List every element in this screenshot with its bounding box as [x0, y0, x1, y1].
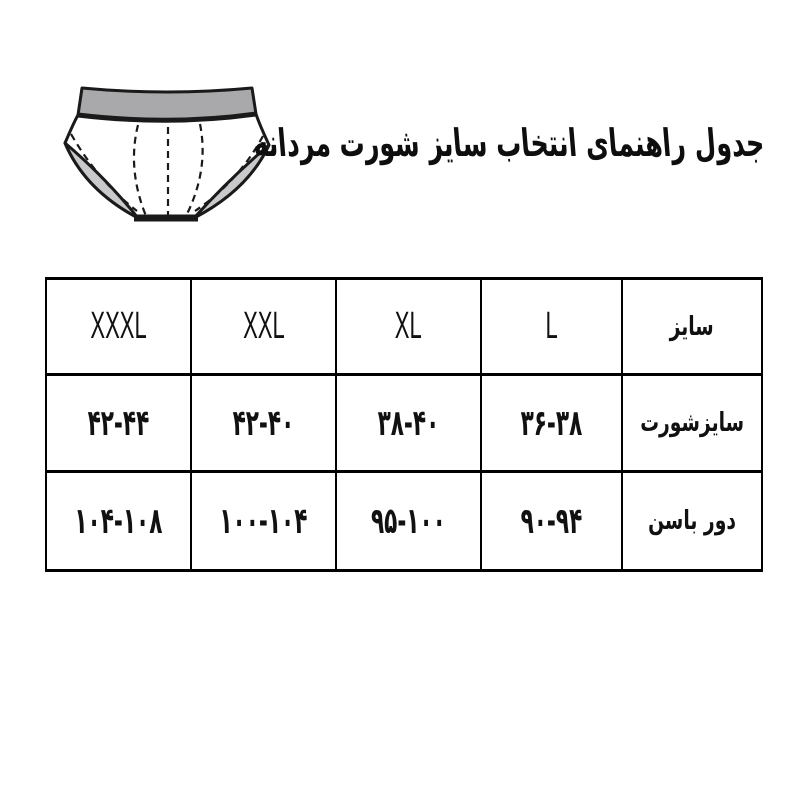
brief-size-row-label: [623, 376, 761, 473]
size-col-label: XL: [395, 305, 422, 347]
size-col-header-xl: [337, 280, 482, 376]
size-col-label: XXL: [242, 305, 285, 347]
hip-size-value: ۹۰-۹۴: [520, 500, 583, 542]
size-header-label: [623, 280, 761, 376]
brief-size-xl: [337, 376, 482, 473]
size-header-text: سایز: [669, 311, 715, 342]
hip-size-xxxl: [47, 473, 192, 569]
size-table: [45, 277, 763, 572]
brief-size-xxl: [192, 376, 337, 473]
brief-size-value: ۳۸-۴۰: [377, 402, 440, 444]
brief-size-value: ۳۶-۳۸: [520, 402, 583, 444]
size-col-header-xxxl: [47, 280, 192, 376]
brief-size-value: ۴۲-۴۴: [87, 402, 150, 444]
hip-size-xl: [337, 473, 482, 569]
hip-size-value: ۱۰۴-۱۰۸: [74, 500, 163, 542]
hip-size-row-label: [623, 473, 761, 569]
size-col-header-xxl: [192, 280, 337, 376]
size-col-label: L: [545, 305, 558, 347]
hip-size-row-label-text: دور باسن: [648, 506, 736, 536]
size-col-label: XXXL: [90, 305, 147, 347]
hip-size-value: ۹۵-۱۰۰: [371, 500, 446, 542]
page-title: جدول راهنمای انتخاب سایز شورت مردانه: [251, 121, 766, 165]
mens-briefs-illustration: [58, 84, 276, 226]
hip-size-l: [482, 473, 623, 569]
brief-size-value: ۴۲-۴۰: [232, 402, 295, 444]
hip-size-value: ۱۰۰-۱۰۴: [219, 500, 308, 542]
brief-size-xxxl: [47, 376, 192, 473]
hip-size-xxl: [192, 473, 337, 569]
brief-size-row-label-text: سایزشورت: [640, 408, 744, 438]
brief-size-l: [482, 376, 623, 473]
size-col-header-l: [482, 280, 623, 376]
